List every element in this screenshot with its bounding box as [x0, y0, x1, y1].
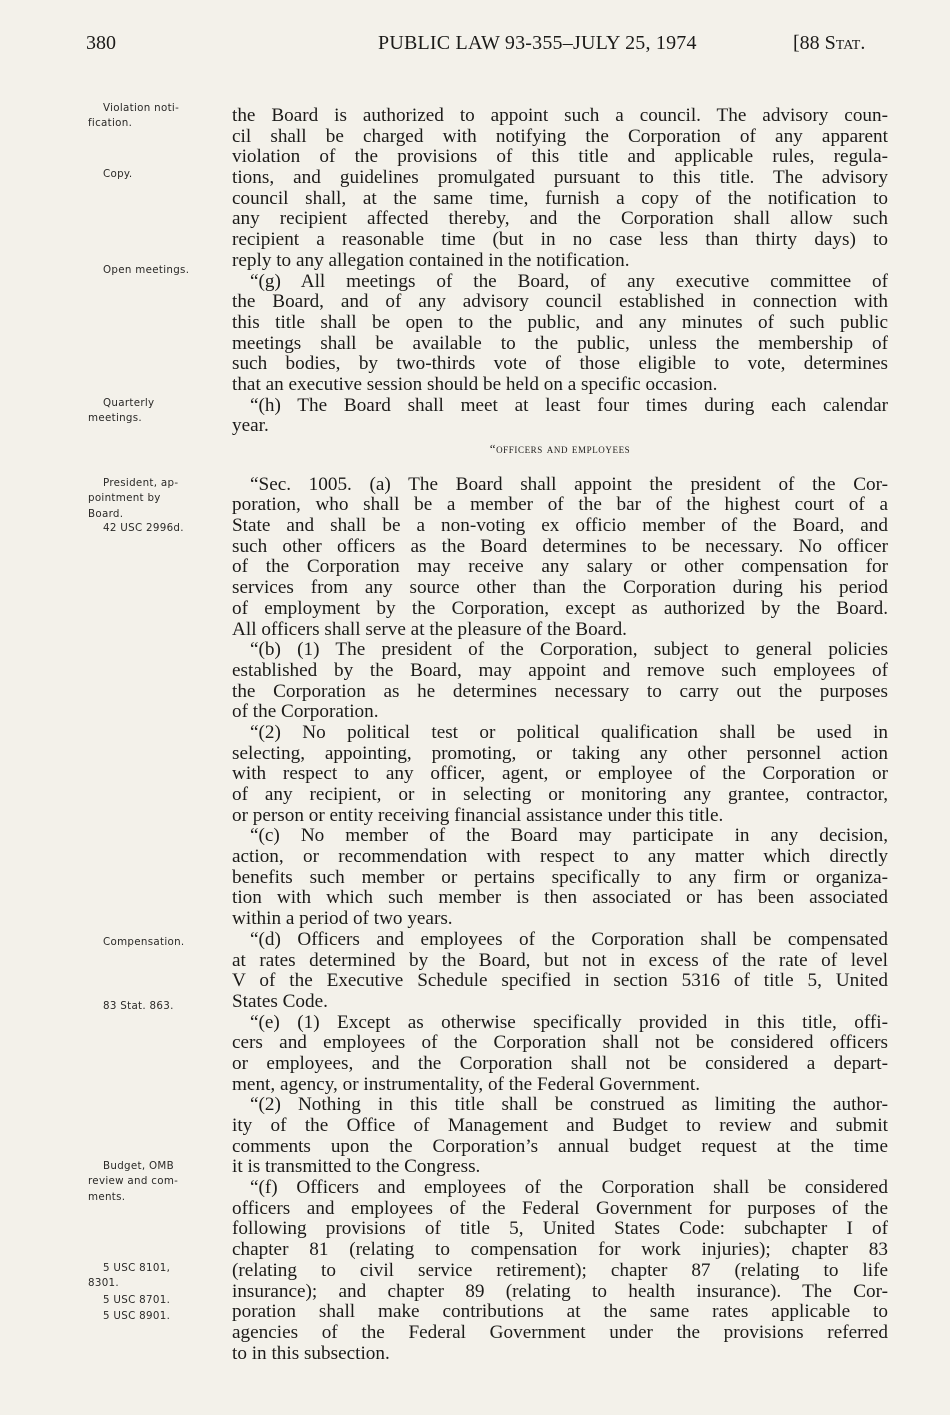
text-line: violation of the provisions of this title and applicable rules, regula- — [232, 147, 888, 168]
text-line: at rates determined by the Board, but not in excess of the rate of level — [232, 950, 888, 971]
text-line: to in this subsection. — [232, 1343, 390, 1364]
text-line: established by the Board, may appoint and remove such employees of — [232, 660, 888, 681]
text-line: officers and employees of the Federal Government for purposes of the — [232, 1198, 888, 1219]
margin-note-line: Violation noti- — [103, 102, 180, 114]
text-line: poration shall make contributions at the same rates applicable to — [232, 1302, 888, 1323]
text-line: of any recipient, or in selecting or monitoring any grantee, contractor, — [232, 785, 888, 805]
text-line: that an executive session should be held on a specific occasion. — [232, 374, 718, 395]
text-line: recipient a reasonable time (but in no case less than thirty days) to — [232, 230, 888, 251]
margin-note-line: 83 Stat. 863. — [103, 1000, 174, 1012]
margin-note — [88, 521, 184, 536]
margin-note-line: 42 USC 2996d. — [103, 522, 184, 534]
margin-note — [88, 999, 174, 1014]
text-line: “(g) All meetings of the Board, of any executive committee of — [250, 271, 888, 292]
text-line: of the Corporation. — [232, 702, 379, 723]
text-line: States Code. — [232, 991, 328, 1012]
text-line: such other officers as the Board determines to be necessary. No officer — [232, 536, 888, 557]
text-line: this title shall be open to the public, and any minutes of such public — [232, 312, 888, 333]
text-line: such bodies, by two-thirds vote of those eligible to vote, determines — [232, 354, 888, 375]
margin-note — [88, 167, 132, 182]
margin-note-line: review and com- — [88, 1175, 179, 1188]
text-line: or person or entity receiving financial assistance under this title. — [232, 805, 724, 826]
text-line: reply to any allegation contained in the notification. — [232, 250, 630, 271]
text-line: action, or recommendation with respect to any matter which directly — [232, 847, 888, 868]
margin-note-line: Board. — [88, 507, 124, 520]
text-line: cers and employees of the Corporation shall not be considered officers — [232, 1033, 888, 1054]
text-line: meetings shall be available to the public, unless the membership of — [232, 333, 888, 354]
margin-note — [88, 1159, 178, 1205]
text-line: the Corporation as he determines necessary to carry out the purposes — [232, 681, 888, 702]
margin-note-line: 5 USC 8101, — [103, 1262, 171, 1274]
margin-note-line: Open meetings. — [103, 264, 190, 276]
text-line: year. — [232, 416, 269, 437]
text-line: agencies of the Federal Government under the provisions referred — [232, 1322, 888, 1343]
margin-note-line: pointment by — [88, 492, 161, 505]
text-line: ment, agency, or instrumentality, of the Federal Government. — [232, 1074, 700, 1095]
margin-note-line: 5 USC 8901. — [103, 1310, 171, 1322]
page-number: 380 — [86, 32, 116, 54]
text-line: V of the Executive Schedule specified in section 5316 of title 5, United — [232, 971, 888, 992]
text-line: tion with which such member is then associated or has been associated — [232, 888, 888, 909]
text-line: “(b) (1) The president of the Corporation, subject to general policies — [250, 640, 888, 661]
text-line: (relating to civil service retirement); chapter 87 (relating to life — [232, 1260, 888, 1281]
text-line: chapter 81 (relating to compensation for work injuries); chapter 83 — [232, 1240, 888, 1261]
margin-note — [88, 1309, 170, 1324]
body-text — [232, 106, 888, 1364]
margin-note — [88, 263, 189, 278]
text-line: “(d) Officers and employees of the Corporation shall be compensated — [250, 929, 888, 950]
text-line: ity of the Office of Management and Budget to review and submit — [232, 1116, 888, 1136]
margin-note-line: President, ap- — [103, 477, 179, 489]
statute-label: Stat. — [824, 32, 866, 54]
text-line: following provisions of title 5, United States Code: subchapter I of — [232, 1219, 888, 1240]
text-line: insurance); and chapter 89 (relating to health insurance). The Cor- — [232, 1281, 888, 1302]
text-line: All officers shall serve at the pleasure of the Board. — [232, 619, 627, 640]
margin-note-line: Quarterly — [103, 397, 155, 409]
text-line: the Board is authorized to appoint such a council. The advisory coun- — [232, 106, 888, 126]
text-line: cil shall be charged with notifying the Corporation of any apparent — [232, 126, 888, 147]
running-title: PUBLIC LAW 93-355–JULY 25, 1974 — [378, 32, 697, 54]
margin-note — [88, 1293, 170, 1308]
text-line: “(e) (1) Except as otherwise specifically provided in this title, offi- — [250, 1012, 888, 1033]
statute-volume: [88 — [793, 32, 825, 54]
margin-note-line: Copy. — [103, 168, 133, 180]
text-line: “(f) Officers and employees of the Corporation shall be considered — [250, 1178, 888, 1199]
margin-note-line: ments. — [88, 1190, 126, 1203]
margin-note-line: fication. — [88, 117, 133, 130]
margin-note — [88, 396, 154, 427]
text-line: “(2) No political test or political qualification shall be used in — [250, 722, 888, 743]
section-heading: “officers and employees — [489, 441, 631, 456]
text-line: of the Corporation may receive any salary or other compensation for — [232, 557, 888, 578]
text-line: with respect to any officer, agent, or employee of the Corporation or — [232, 764, 888, 785]
statute-reference — [793, 32, 865, 55]
text-line: poration, who shall be a member of the bar of the highest court of a — [232, 495, 888, 516]
text-line: any recipient affected thereby, and the Corporation shall allow such — [232, 209, 888, 230]
margin-note — [88, 935, 185, 950]
text-line: tions, and guidelines promulgated pursuant to this title. The advisory — [232, 168, 888, 189]
text-line: “(2) Nothing in this title shall be construed as limiting the author- — [250, 1095, 888, 1116]
text-line: comments upon the Corporation’s annual budget request at the time — [232, 1136, 888, 1157]
text-line: “(c) No member of the Board may participate in any decision, — [250, 826, 888, 847]
text-line: State and shall be a non-voting ex officio member of the Board, and — [232, 516, 888, 537]
text-line: of employment by the Corporation, except as authorized by the Board. — [232, 598, 888, 619]
margin-note — [88, 1261, 170, 1292]
text-line: “(h) The Board shall meet at least four times during each calendar — [250, 395, 888, 416]
margin-note-line: Compensation. — [103, 936, 185, 948]
text-line: or employees, and the Corporation shall not be considered a depart- — [232, 1053, 888, 1074]
text-line: within a period of two years. — [232, 909, 453, 930]
text-line: it is transmitted to the Congress. — [232, 1157, 481, 1178]
margin-note-line: 8301. — [88, 1277, 119, 1290]
text-line: council shall, at the same time, furnish a copy of the notification to — [232, 188, 888, 209]
text-line: the Board, and of any advisory council established in connection with — [232, 292, 888, 313]
text-line: services from any source other than the Corporation during his period — [232, 578, 888, 599]
margin-note-line: 5 USC 8701. — [103, 1294, 171, 1306]
text-line: selecting, appointing, promoting, or taking any other personnel action — [232, 743, 888, 764]
margin-note-line: Budget, OMB — [103, 1160, 174, 1172]
text-line: benefits such member or pertains specifically to any firm or organiza- — [232, 867, 888, 888]
text-line: “Sec. 1005. (a) The Board shall appoint the president of the Cor- — [250, 474, 888, 495]
margin-note — [88, 101, 179, 132]
margin-note — [88, 476, 178, 522]
margin-note-line: meetings. — [88, 412, 142, 425]
